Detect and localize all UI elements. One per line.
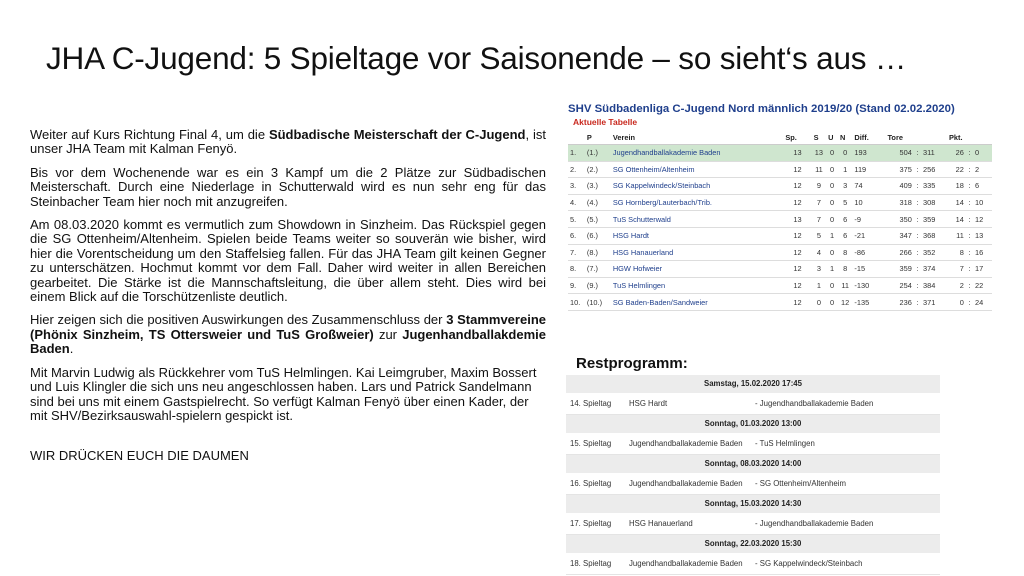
standings-row — [568, 211, 992, 228]
cell-tf: 409 — [885, 178, 913, 195]
cell-colon: : — [914, 178, 921, 195]
cell-pos: 1. — [568, 145, 585, 162]
rest-title: Restprogramm: — [576, 355, 688, 372]
p4-text: Hier zeigen sich die positiven Auswirkungen des Zusammenschluss der — [30, 312, 447, 328]
cell-u: 1 — [826, 261, 838, 278]
schedule-date-row: Sonntag, 01.03.2020 13:00 — [566, 415, 940, 433]
p4-text-end: . — [69, 341, 74, 357]
paragraph-2: Bis vor dem Wochenende war es ein 3 Kampf um die 2 Plätze zur Südbadischen Meisterschaft. Durch eine Niederlage in Schutterwald wird es nun sehr eng für das Steinbacher Team hier noch mit anzugreifen. — [30, 164, 546, 209]
cell-pm: 10 — [973, 194, 992, 211]
cell-tf: 347 — [885, 227, 913, 244]
cell-pos: 3. — [568, 178, 585, 195]
cell-n: 3 — [838, 178, 852, 195]
game-home: Jugendhandballakademie Baden — [629, 439, 743, 448]
cell-pcolon: : — [966, 211, 973, 228]
cell-n: 8 — [838, 261, 852, 278]
cell-pp: 2 — [947, 277, 966, 294]
p4-text-mid: zur — [373, 326, 403, 342]
cell-pp: 8 — [947, 244, 966, 261]
cell-sp: 13 — [783, 145, 811, 162]
standings-row — [568, 277, 992, 294]
cell-pp: 7 — [947, 261, 966, 278]
cell-pm: 16 — [973, 244, 992, 261]
cell-pcolon: : — [966, 178, 973, 195]
paragraph-1 — [30, 128, 546, 157]
cell-tf: 359 — [885, 261, 913, 278]
cell-s: 13 — [812, 145, 826, 162]
cell-s: 5 — [812, 227, 826, 244]
cell-prev: (6.) — [585, 227, 611, 244]
cell-colon: : — [914, 211, 921, 228]
schedule-game-row — [566, 473, 940, 495]
cell-pm: 22 — [973, 277, 992, 294]
cell-tf: 236 — [885, 294, 913, 311]
cell-diff: -15 — [852, 261, 885, 278]
cell-pm: 6 — [973, 178, 992, 195]
cell-u: 0 — [826, 244, 838, 261]
standings-row — [568, 244, 992, 261]
cell-diff: 74 — [852, 178, 885, 195]
cell-colon: : — [914, 261, 921, 278]
schedule-table — [566, 375, 940, 575]
cell-u: 1 — [826, 227, 838, 244]
cell-sp: 13 — [783, 211, 811, 228]
cell-u: 0 — [826, 194, 838, 211]
cell-s: 9 — [812, 178, 826, 195]
cell-ta: 359 — [921, 211, 947, 228]
cell-s: 7 — [812, 211, 826, 228]
cell-sp: 12 — [783, 244, 811, 261]
cell-diff: 10 — [852, 194, 885, 211]
cell-s: 7 — [812, 194, 826, 211]
cell-sp: 12 — [783, 161, 811, 178]
schedule-game-row — [566, 513, 940, 535]
game-away: - Jugendhandballakademie Baden — [755, 519, 874, 528]
cell-tf: 350 — [885, 211, 913, 228]
header-n: N — [838, 130, 852, 145]
game-home: Jugendhandballakademie Baden — [629, 479, 743, 488]
cell-prev: (10.) — [585, 294, 611, 311]
cell-diff: -9 — [852, 211, 885, 228]
cell-n: 5 — [838, 194, 852, 211]
cell-team: SG Ottenheim/Altenheim — [611, 161, 783, 178]
cell-n: 8 — [838, 244, 852, 261]
standings-row — [568, 161, 992, 178]
p4-bold-clubs: 3 Stammvereine (Phönix Sinzheim, TS Ottersweier und TuS Großweier) — [30, 312, 546, 342]
schedule-date-row: Sonntag, 08.03.2020 14:00 — [566, 455, 940, 473]
cell-u: 0 — [826, 178, 838, 195]
cell-u: 0 — [826, 161, 838, 178]
standings-row — [568, 194, 992, 211]
cell-n: 6 — [838, 211, 852, 228]
game-away: - SG Ottenheim/Altenheim — [755, 479, 847, 488]
cell-pp: 18 — [947, 178, 966, 195]
standings-panel — [568, 103, 992, 311]
cell-pp: 0 — [947, 294, 966, 311]
cell-pcolon: : — [966, 161, 973, 178]
header-tore: Tore — [885, 130, 946, 145]
standings-row — [568, 261, 992, 278]
cell-prev: (1.) — [585, 145, 611, 162]
cell-colon: : — [914, 161, 921, 178]
game-away: - SG Kappelwindeck/Steinbach — [755, 559, 863, 568]
cell-prev: (8.) — [585, 244, 611, 261]
paragraph-4 — [30, 313, 546, 356]
game-home: HSG Hardt — [629, 399, 668, 408]
cell-prev: (3.) — [585, 178, 611, 195]
cell-ta: 368 — [921, 227, 947, 244]
cell-prev: (5.) — [585, 211, 611, 228]
cell-prev: (2.) — [585, 161, 611, 178]
game-day: 18. Spieltag — [570, 559, 612, 568]
cell-pos: 8. — [568, 261, 585, 278]
schedule-date-row: Sonntag, 15.03.2020 14:30 — [566, 495, 940, 513]
p1-text-end: , ist unser JHA Team mit Kalman Fenyö. — [30, 127, 546, 157]
paragraph-5: Mit Marvin Ludwig als Rückkehrer vom TuS Helmlingen. Kai Leimgruber, Maxim Bossert und Luis Klingler die sich uns neu angeschlossen haben. Lars und Patrick Sandelmann sind bei uns mit einem Gastspielrecht. So verfügt Kalman Fenyö über einen Kader, der mit SHV/Bezirksauswahl-spielern gespickt ist. — [30, 364, 537, 423]
cell-u: 0 — [826, 211, 838, 228]
article-text — [30, 128, 546, 473]
cell-diff: -135 — [852, 294, 885, 311]
cell-pos: 6. — [568, 227, 585, 244]
cell-pos: 7. — [568, 244, 585, 261]
p4-bold-academy: Jugenhandballakdemie Baden — [30, 326, 546, 357]
cell-tf: 504 — [885, 145, 913, 162]
cell-team: TuS Helmlingen — [611, 277, 783, 294]
cell-ta: 308 — [921, 194, 947, 211]
header-diff: Diff. — [852, 130, 885, 145]
cell-team: HSG Hanauerland — [611, 244, 783, 261]
cell-diff: -21 — [852, 227, 885, 244]
cell-prev: (4.) — [585, 194, 611, 211]
game-home: HSG Hanauerland — [629, 519, 693, 528]
cell-team: HGW Hofweier — [611, 261, 783, 278]
cell-ta: 352 — [921, 244, 947, 261]
standings-subtitle: Aktuelle Tabelle — [573, 117, 638, 127]
cell-diff: 119 — [852, 161, 885, 178]
cell-s: 11 — [812, 161, 826, 178]
cell-tf: 254 — [885, 277, 913, 294]
cell-sp: 12 — [783, 194, 811, 211]
cell-pm: 2 — [973, 161, 992, 178]
cell-pcolon: : — [966, 261, 973, 278]
cell-team: TuS Schutterwald — [611, 211, 783, 228]
standings-row — [568, 145, 992, 162]
standings-row — [568, 178, 992, 195]
cell-pcolon: : — [966, 227, 973, 244]
schedule-game-row — [566, 393, 940, 415]
cell-ta: 335 — [921, 178, 947, 195]
paragraph-3: Am 08.03.2020 kommt es vermutlich zum Showdown in Sinzheim. Das Rückspiel gegen die SG Ottenheim/Altenheim. Spielen beide Teams weiter so souverän wie bisher, wird hier die Vorentscheidung um den Staffelsieg fallen. Für das JHA Team gilt keinen Gegner zu unterschätzen. Hochmut kommt vor dem Fall. Daher wird weiter in allen Bereichen gearbeitet. Die Stärke ist die Mannschaftsleitung, die über allem steht. Dies wird bei einem Blick auf die Torschützenliste deutlich. — [30, 217, 546, 305]
p1-bold: Südbadische Meisterschaft der C-Jugend — [268, 127, 526, 142]
cell-pcolon: : — [966, 294, 973, 311]
game-away: - TuS Helmlingen — [755, 439, 815, 448]
cell-u: 0 — [826, 277, 838, 294]
cell-sp: 12 — [783, 277, 811, 294]
cell-ta: 384 — [921, 277, 947, 294]
standings-table — [568, 130, 992, 311]
cell-colon: : — [914, 277, 921, 294]
cell-n: 1 — [838, 161, 852, 178]
game-day: 16. Spieltag — [570, 479, 612, 488]
cell-pos: 2. — [568, 161, 585, 178]
cell-diff: -86 — [852, 244, 885, 261]
slide-title: JHA C-Jugend: 5 Spieltage vor Saisonende – so sieht‘s aus … — [46, 40, 907, 76]
cell-prev: (7.) — [585, 261, 611, 278]
p1-text: Weiter auf Kurs Richtung Final 4, um die — [30, 127, 269, 142]
header-u: U — [826, 130, 838, 145]
game-home: Jugendhandballakademie Baden — [629, 559, 743, 568]
schedule-game-row — [566, 433, 940, 455]
cell-pp: 22 — [947, 161, 966, 178]
cell-team: HSG Hardt — [611, 227, 783, 244]
cell-sp: 12 — [783, 261, 811, 278]
game-away: - Jugendhandballakademie Baden — [755, 399, 874, 408]
cell-u: 0 — [826, 145, 838, 162]
schedule-date-row: Sonntag, 22.03.2020 15:30 — [566, 535, 940, 553]
cell-diff: 193 — [852, 145, 885, 162]
cell-pp: 11 — [947, 227, 966, 244]
cell-s: 1 — [812, 277, 826, 294]
cell-pp: 14 — [947, 211, 966, 228]
standings-title: SHV Südbadenliga C-Jugend Nord männlich 2019/20 (Stand 02.02.2020) — [568, 103, 955, 115]
cell-sp: 12 — [783, 227, 811, 244]
cell-ta: 311 — [921, 145, 947, 162]
cell-s: 4 — [812, 244, 826, 261]
standings-header-row — [568, 130, 992, 145]
cell-tf: 266 — [885, 244, 913, 261]
cell-n: 12 — [838, 294, 852, 311]
cell-tf: 375 — [885, 161, 913, 178]
header-s: S — [812, 130, 826, 145]
cell-colon: : — [914, 244, 921, 261]
cell-pm: 0 — [973, 145, 992, 162]
header-pos: P — [585, 130, 611, 145]
header-pkt: Pkt. — [947, 130, 992, 145]
cell-pm: 13 — [973, 227, 992, 244]
game-day: 14. Spieltag — [570, 399, 612, 408]
game-day: 15. Spieltag — [570, 439, 612, 448]
cell-pp: 26 — [947, 145, 966, 162]
cell-pos: 10. — [568, 294, 585, 311]
cell-pos: 5. — [568, 211, 585, 228]
cell-pm: 24 — [973, 294, 992, 311]
cell-pcolon: : — [966, 277, 973, 294]
schedule-date-row: Samstag, 15.02.2020 17:45 — [566, 375, 940, 393]
cell-prev: (9.) — [585, 277, 611, 294]
cell-colon: : — [914, 145, 921, 162]
header-sp: Sp. — [783, 130, 811, 145]
cell-pos: 4. — [568, 194, 585, 211]
cell-sp: 12 — [783, 178, 811, 195]
header-team: Verein — [611, 130, 783, 145]
cell-team: Jugendhandballakademie Baden — [611, 145, 783, 162]
cell-n: 6 — [838, 227, 852, 244]
cell-ta: 256 — [921, 161, 947, 178]
schedule-game-row — [566, 553, 940, 575]
cell-n: 11 — [838, 277, 852, 294]
cell-diff: -130 — [852, 277, 885, 294]
cell-colon: : — [914, 294, 921, 311]
game-day: 17. Spieltag — [570, 519, 612, 528]
cell-pcolon: : — [966, 145, 973, 162]
cell-pm: 12 — [973, 211, 992, 228]
cell-tf: 318 — [885, 194, 913, 211]
cell-u: 0 — [826, 294, 838, 311]
standings-row — [568, 294, 992, 311]
cell-n: 0 — [838, 145, 852, 162]
cell-team: SG Baden-Baden/Sandweier — [611, 294, 783, 311]
cell-pcolon: : — [966, 194, 973, 211]
cell-ta: 374 — [921, 261, 947, 278]
cell-ta: 371 — [921, 294, 947, 311]
cell-colon: : — [914, 194, 921, 211]
cell-s: 0 — [812, 294, 826, 311]
standings-row — [568, 227, 992, 244]
cell-team: SG Kappelwindeck/Steinbach — [611, 178, 783, 195]
cell-team: SG Hornberg/Lauterbach/Trib. — [611, 194, 783, 211]
cell-pos: 9. — [568, 277, 585, 294]
cell-sp: 12 — [783, 294, 811, 311]
cell-pm: 17 — [973, 261, 992, 278]
cell-pp: 14 — [947, 194, 966, 211]
cell-pcolon: : — [966, 244, 973, 261]
cell-s: 3 — [812, 261, 826, 278]
cell-colon: : — [914, 227, 921, 244]
closing-line: WIR DRÜCKEN EUCH DIE DAUMEN — [30, 448, 249, 464]
